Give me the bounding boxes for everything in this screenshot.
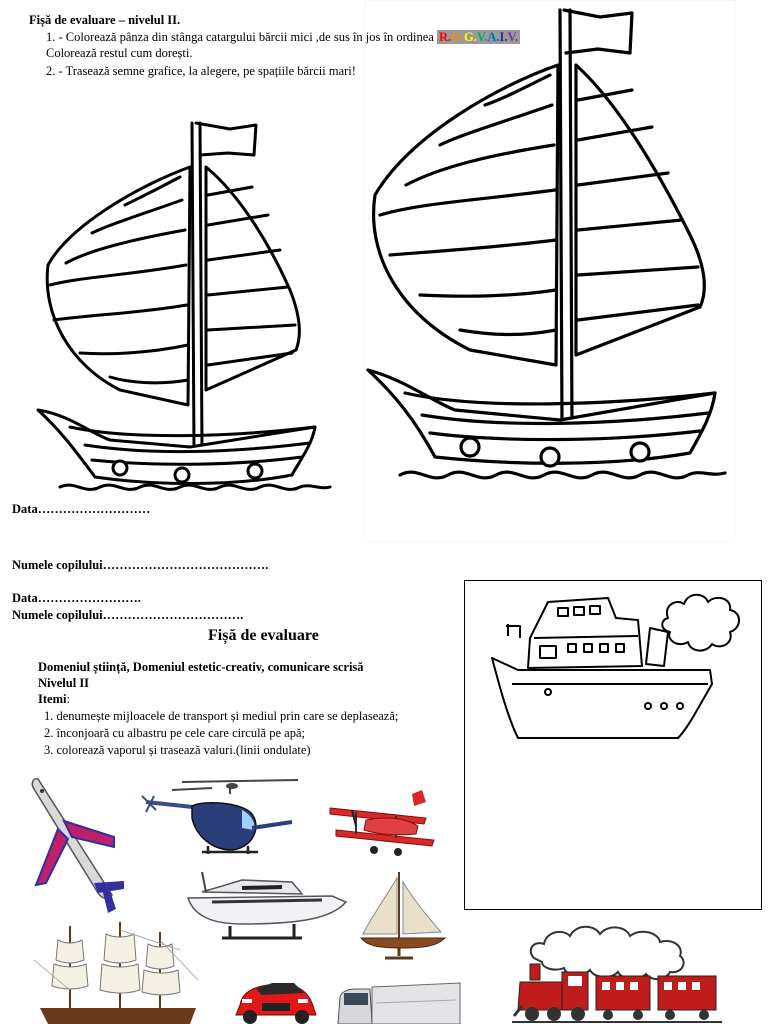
steam-train-icon [512,910,722,1024]
sheet2-level: Nivelul II [38,676,90,690]
car-icon [232,975,320,1024]
sheet1-child-name: Numele copilului…………………………………. [12,558,269,572]
rogvaiv-letter: I [499,30,505,44]
sheet2-item-3: 3. colorează vaporul și trasează valuri.(linii ondulate) [44,743,311,757]
rogvaiv-letter: . [484,30,488,44]
rogvaiv-letter: O [451,30,461,44]
sheet2-item-2: 2. înconjoară cu albastru pe cele care circulă pe apă; [44,726,305,740]
rogvaiv-letter: V [507,30,515,44]
yacht-icon [182,868,348,946]
rogvaiv-letter: V [476,30,485,44]
rogvaiv-letter: . [448,30,452,44]
rogvaiv-letter: . [504,30,508,44]
rogvaiv-letter: R [438,30,448,44]
rogvaiv-letter: A [487,30,497,44]
helicopter-icon [142,778,302,868]
sheet2-domain: Domeniul științ​ă, Domeniul estetic-creativ, comunicare scrisă [38,660,364,674]
rogvaiv-letter: . [514,30,519,44]
sheet2-child-name: Numele copilului……………………………. [12,608,244,622]
sheet2-item-1: 1. denumește mijloacele de transport și mediul prin care se deplasează; [44,709,399,723]
sailboat-outline-small-icon [30,115,350,505]
rogvaiv-letter: . [460,30,464,44]
rogvaiv-letter: G [463,30,474,44]
sheet2-date: Data……………………. [12,591,141,605]
sheet1-item1-text: 1. - Colorează pânza din stânga catargului bărcii mici ,de sus în jos în ordinea [46,30,434,44]
sailboat-icon [355,868,450,963]
rogvaiv-letter: . [473,30,477,44]
items-colon: : [66,692,70,706]
steamship-outline-icon [488,588,748,748]
items-label: Itemi [38,692,67,706]
airplane-icon [28,775,133,915]
sheet2-title: Fișă de evaluare [208,627,319,644]
sheet1-date: Data……………………… [12,502,151,516]
galleon-icon [30,920,200,1024]
truck-icon [336,983,460,1024]
sheet1-item1-cont: Colorează restul cum dorești. [46,46,193,60]
sheet1-title: Fișă de evaluare – nivelul II. [29,13,181,27]
biplane-icon [326,790,441,860]
sheet2-items-heading [38,692,70,707]
sheet1-item2: 2. - Trasează semne grafice, la alegere, pe spațiile bărcii mari! [46,64,356,78]
sailboat-outline-large-icon [360,5,740,495]
rogvaiv-letter: . [496,30,500,44]
